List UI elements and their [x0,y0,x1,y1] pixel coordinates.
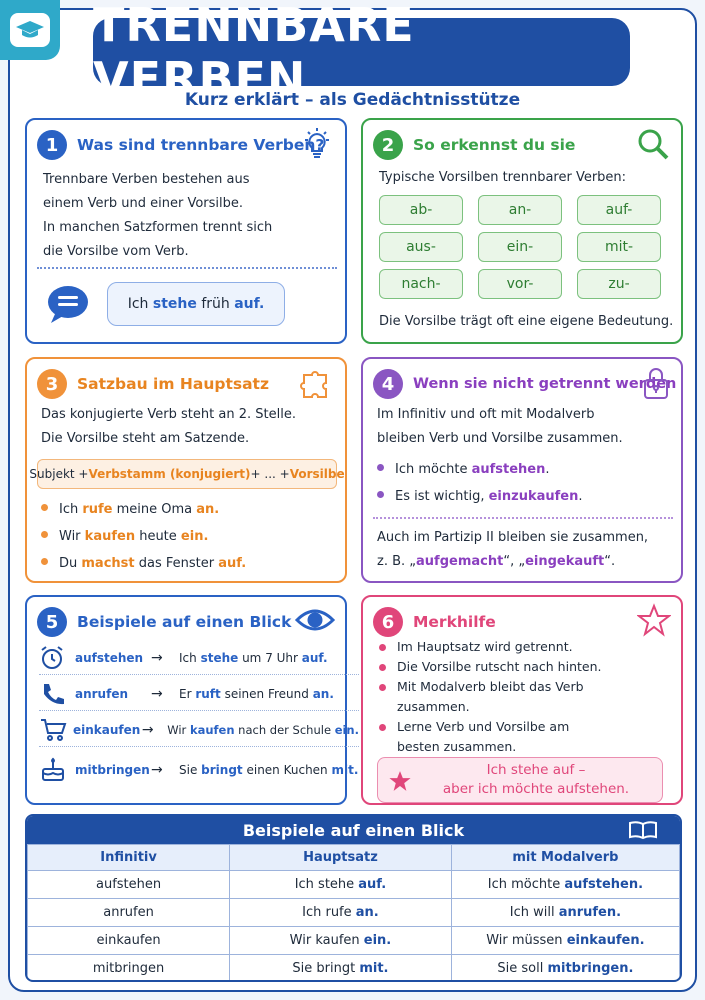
prefix-chip: ein- [478,232,562,262]
divider [37,267,337,269]
text-line: einem Verb und einer Vorsilbe. [43,196,244,211]
prefix: an. [312,686,334,701]
list-item [39,677,359,711]
not-separated-examples [373,456,582,510]
prefix: an. [355,905,379,920]
card-title: Wenn sie nicht getrennt werden [413,376,677,392]
card-header [373,130,575,160]
phone-icon [39,681,69,707]
example-sentence [179,687,334,701]
text-line: Ich stehe auf – [486,762,586,778]
page-title: TRENNBARE VERBEN [93,18,630,86]
formula-part: Verbstamm (konjugiert) [88,467,251,481]
word: nach der Schule [234,722,335,737]
verb: kaufen [84,529,136,544]
list-item [375,677,602,717]
list-item [373,483,582,510]
prefix-chip: auf- [577,195,661,225]
card-examples [25,595,359,805]
table-cell [451,899,679,927]
word: Er [179,686,196,701]
prefix: ein. [363,933,392,948]
text-line: In manchen Satzformen trennt sich [43,220,273,235]
card-definition [25,118,347,344]
card-header [37,607,291,637]
memory-list [375,637,602,757]
verb: anrufen. [558,905,622,920]
list-item [375,717,602,757]
bubble-word: Ich [127,296,149,312]
arrow-icon: → [151,649,163,666]
summary-table [25,814,682,982]
card-header [373,369,676,399]
tip-box [377,757,663,803]
word: meine Oma [112,502,197,517]
arrow-icon: → [151,762,163,778]
eye-icon [295,605,335,639]
card-number: 6 [373,607,403,637]
lightbulb-icon [299,126,335,166]
structure-text [41,403,296,451]
card-number: 5 [37,607,67,637]
prefix-chip: zu- [577,269,661,299]
card-number: 4 [373,369,403,399]
bubble-word: früh [201,296,230,312]
table-row [28,955,680,983]
column-header: Infinitiv [28,845,230,871]
prefix: auf. [301,650,328,665]
list-item [39,713,359,747]
definition-text [43,168,272,264]
word: Ich rufe [302,905,356,920]
verb: stehe [200,650,239,665]
arrow-icon: → [151,685,163,702]
example-bubble [107,282,285,326]
table-cell: mitbringen [28,955,230,983]
list-item [39,641,359,675]
text-line: Im Hauptsatz wird getrennt. [397,639,573,654]
verb: aufstehen [471,462,546,477]
verb-infinitive: mitbringen [75,763,150,777]
card-title: Satzbau im Hauptsatz [77,375,269,393]
prefix-chip: nach- [379,269,463,299]
puzzle-icon [299,365,335,405]
verb: bringt [201,763,243,777]
word: Du [59,556,82,571]
formula-part: Vorsilbe [289,467,345,481]
word: um 7 Uhr [238,650,302,665]
chat-bubble-icon [45,284,91,328]
tip-text [418,761,654,799]
verb: aufstehen. [564,877,644,892]
text-line: Auch im Partizip II bleiben sie zusammen, [377,530,649,545]
magnifier-icon [635,126,671,166]
word: . [545,462,550,477]
recognize-footer: Die Vorsilbe trägt oft eine eigene Bedeutung. [379,314,674,329]
text-line: Das konjugierte Verb steht an 2. Stelle. [41,407,296,422]
verb: rufe [82,502,113,517]
list-item [373,456,582,483]
word: seinen Freund [220,686,313,701]
card-not-separated [361,357,683,583]
table-cell [230,927,452,955]
table-cell: einkaufen [28,927,230,955]
word: Ich will [509,905,559,920]
alarm-clock-icon [39,645,69,671]
verb: machst [81,556,135,571]
prefix: mit. [359,961,389,976]
table-row [28,927,680,955]
list-item [375,637,602,657]
formula-part: + ... + [250,467,290,481]
table-header-row [28,845,680,871]
word: . [578,489,583,504]
text-line: Mit Modalverb bleibt das Verb [397,679,584,694]
word: heute [135,529,181,544]
structure-formula [29,459,345,489]
word: Sie bringt [292,961,360,976]
partizip-text [377,526,648,574]
prefix-chip: aus- [379,232,463,262]
prefix-chip: an- [478,195,562,225]
word: Sie soll [497,961,548,976]
word: “. [604,554,616,569]
table-row [28,899,680,927]
star-icon [637,603,671,641]
verb-infinitive: anrufen [75,686,129,701]
list-item [375,657,602,677]
word: Wir müssen [486,933,567,948]
structure-examples [37,496,246,577]
word: Ich möchte [487,877,565,892]
verb-infinitive: einkaufen [73,722,141,737]
cake-icon [39,757,69,783]
text-line [377,550,648,574]
text-line: aber ich möchte aufstehen. [442,781,630,797]
word: Ich möchte [395,462,472,477]
graduation-cap-icon [10,13,50,47]
text-line: besten zusammen. [397,739,517,754]
text-line: die Vorsilbe vom Verb. [43,244,189,259]
card-number: 1 [37,130,67,160]
card-header [37,130,324,160]
card-title: So erkennst du sie [413,136,576,154]
star-icon [388,769,412,797]
example-sentence [179,763,358,777]
word: Wir kaufen [289,933,364,948]
page-subtitle: Kurz erklärt – als Gedächtnisstütze [184,90,521,110]
verb: eingekauft [525,554,605,569]
prefix: ein. [334,722,359,737]
formula-part: Subjekt + [29,467,89,481]
divider [373,517,673,519]
word: Ich [179,650,201,665]
verb: aufgemacht [416,554,504,569]
text-line: bleiben Verb und Vorsilbe zusammen. [377,431,623,446]
text-line: Im Infinitiv und oft mit Modalverb [377,407,595,422]
card-header [37,369,269,399]
text-line: zusammen. [397,699,470,714]
table-cell: aufstehen [28,871,230,899]
card-title: Beispiele auf einen Blick [77,613,292,631]
word: Sie [179,763,202,777]
card-title: Was sind trennbare Verben? [77,136,325,154]
word: Es ist wichtig, [395,489,489,504]
prefix-chip: ab- [379,195,463,225]
recognize-intro: Typische Vorsilben trennbarer Verben: [379,170,627,185]
table-cell [230,899,452,927]
table-cell [230,871,452,899]
list-item [37,550,246,577]
word: Ich [59,502,83,517]
word: einen Kuchen [242,763,332,777]
table-title: Beispiele auf einen Blick [242,820,465,840]
word: “, „ [503,554,526,569]
card-recognize [361,118,683,344]
prefix: an. [196,502,220,517]
card-number: 2 [373,130,403,160]
word: das Fenster [134,556,219,571]
app-logo [0,0,60,60]
table-title-bar [27,816,680,844]
list-item [39,753,359,787]
table-cell [451,871,679,899]
list-item [37,496,246,523]
column-header: mit Modalverb [451,845,679,871]
table-cell [230,955,452,983]
example-sentence [167,723,359,737]
lock-icon [641,365,671,405]
bubble-prefix: auf. [234,296,265,312]
verb: mitbringen. [547,961,634,976]
example-sentence [179,651,328,665]
text-line: Die Vorsilbe rutscht nach hinten. [397,659,602,674]
prefix-chip: vor- [478,269,562,299]
cart-icon [39,717,67,743]
arrow-icon: → [141,721,154,738]
verb: ruft [195,686,221,701]
card-header [373,607,496,637]
book-icon [628,820,658,844]
bubble-verb: stehe [152,296,197,312]
word: z. B. „ [377,554,417,569]
text-line: Trennbare Verben bestehen aus [43,172,250,187]
verb: kaufen [189,722,235,737]
word: Ich stehe [294,877,359,892]
card-sentence-structure [25,357,347,583]
verb: einkaufen. [566,933,645,948]
word: Wir [167,722,190,737]
prefix-chip: mit- [577,232,661,262]
table-cell [451,927,679,955]
prefix: mit. [331,763,359,777]
table-row [28,871,680,899]
prefix: ein. [180,529,209,544]
list-item [37,523,246,550]
not-separated-text [377,403,623,451]
card-memory-aid [361,595,683,805]
card-number: 3 [37,369,67,399]
text-line: Die Vorsilbe steht am Satzende. [41,431,250,446]
table-cell [451,955,679,983]
column-header: Hauptsatz [230,845,452,871]
prefix: auf. [358,877,387,892]
table-cell: anrufen [28,899,230,927]
prefix: auf. [218,556,247,571]
verb-infinitive: aufstehen [75,650,144,665]
card-title: Merkhilfe [413,613,496,631]
verb: einzukaufen [488,489,579,504]
text-line: Lerne Verb und Vorsilbe am [397,719,570,734]
word: Wir [59,529,85,544]
verb-table [27,844,680,982]
